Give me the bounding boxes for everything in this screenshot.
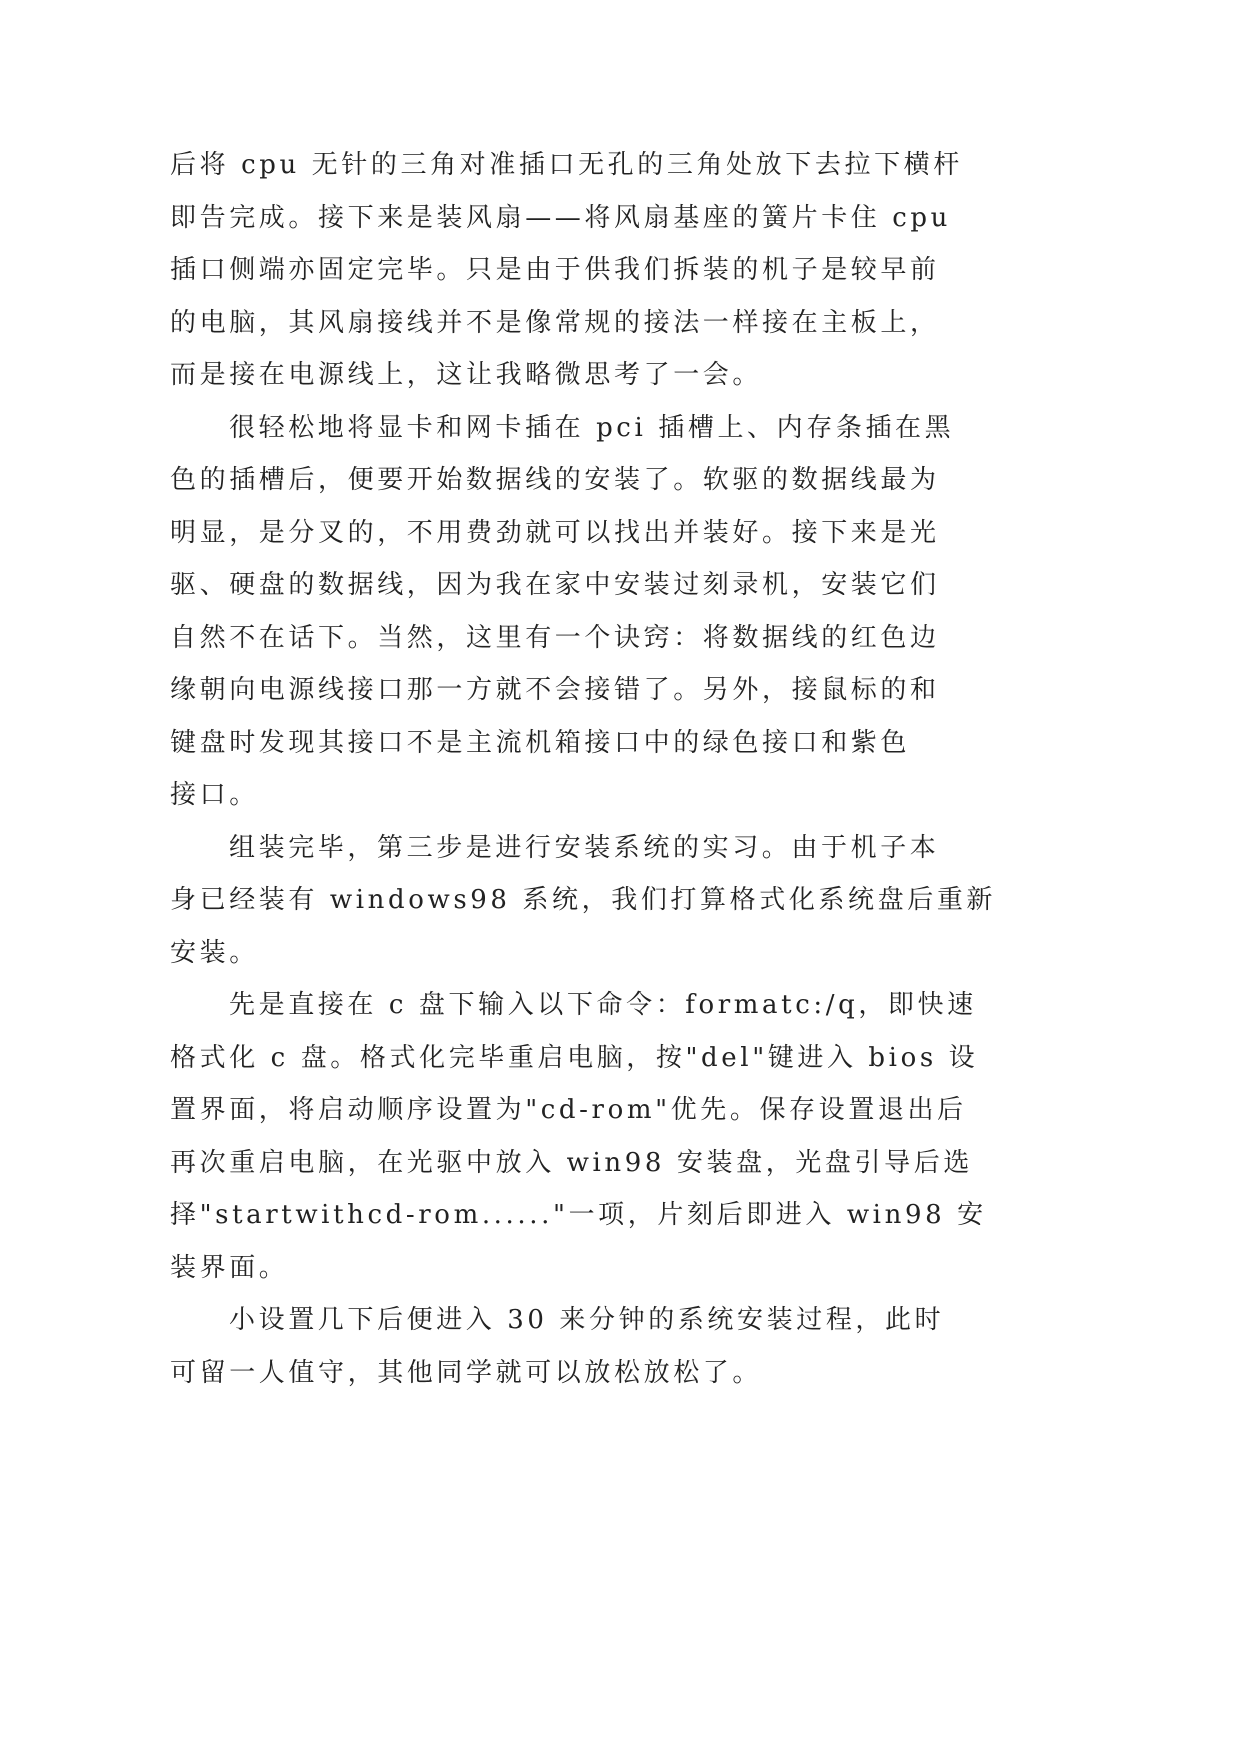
text-line: 身已经装有 windows98 系统，我们打算格式化系统盘后重新 bbox=[170, 885, 997, 915]
text-line: 先是直接在 c 盘下输入以下命令：formatc:/q，即快速 bbox=[229, 990, 977, 1020]
paragraph bbox=[170, 979, 1070, 1294]
text-line: 格式化 c 盘。格式化完毕重启电脑，按"del"键进入 bios 设 bbox=[170, 1042, 979, 1073]
text-line: 即告完成。接下来是装风扇——将风扇基座的簧片卡住 cpu bbox=[170, 202, 952, 233]
text-line: 明显，是分叉的，不用费劲就可以找出并装好。接下来是光 bbox=[170, 517, 940, 548]
text-line: 置界面，将启动顺序设置为"cd-rom"优先。保存设置退出后 bbox=[170, 1095, 967, 1125]
text-line: 的电脑，其风扇接线并不是像常规的接法一样接在主板上， bbox=[170, 307, 940, 338]
text-line: 小设置几下后便进入 30 来分钟的系统安装过程，此时 bbox=[229, 1305, 945, 1335]
text-line: 组装完毕，第三步是进行安装系统的实习。由于机子本 bbox=[229, 832, 940, 863]
text-line: 再次重启电脑，在光驱中放入 win98 安装盘，光盘引导后选 bbox=[170, 1147, 973, 1178]
paragraph bbox=[170, 402, 1070, 822]
text-line: 装界面。 bbox=[170, 1252, 289, 1283]
text-line: 插口侧端亦固定完毕。只是由于供我们拆装的机子是较早前 bbox=[170, 255, 940, 285]
paragraph bbox=[170, 1294, 1070, 1399]
text-line: 缘朝向电源线接口那一方就不会接错了。另外，接鼠标的和 bbox=[170, 675, 940, 705]
text-line: 安装。 bbox=[170, 937, 259, 968]
text-line: 很轻松地将显卡和网卡插在 pci 插槽上、内存条插在黑 bbox=[229, 412, 955, 443]
text-line: 可留一人值守，其他同学就可以放松放松了。 bbox=[170, 1357, 763, 1388]
text-line: 而是接在电源线上，这让我略微思考了一会。 bbox=[170, 360, 763, 390]
paragraph bbox=[170, 139, 1070, 402]
body-text bbox=[170, 139, 1070, 1399]
text-line: 自然不在话下。当然，这里有一个诀窍：将数据线的红色边 bbox=[170, 622, 940, 653]
text-line: 择"startwithcd-rom......"一项，片刻后即进入 win98 安 bbox=[170, 1200, 987, 1230]
text-line: 键盘时发现其接口不是主流机箱接口中的绿色接口和紫色 bbox=[170, 727, 911, 758]
text-line: 后将 cpu 无针的三角对准插口无孔的三角处放下去拉下横杆 bbox=[170, 150, 963, 180]
text-line: 色的插槽后，便要开始数据线的安装了。软驱的数据线最为 bbox=[170, 465, 940, 495]
paragraph bbox=[170, 822, 1070, 980]
text-line: 接口。 bbox=[170, 780, 259, 810]
text-line: 驱、硬盘的数据线，因为我在家中安装过刻录机，安装它们 bbox=[170, 570, 940, 600]
